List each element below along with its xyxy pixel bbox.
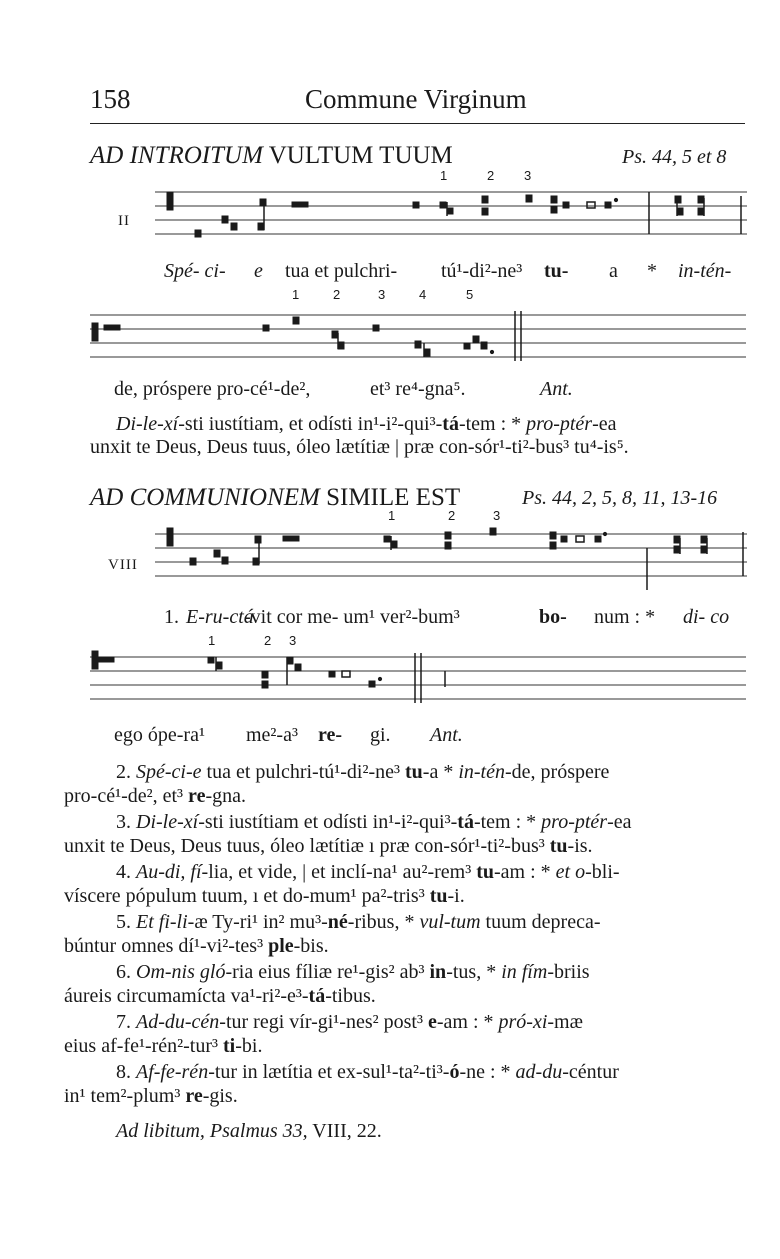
staff-number: 2 xyxy=(448,508,456,523)
communion-title-roman: SIMILE EST xyxy=(326,484,461,511)
staff-number: 2 xyxy=(264,633,272,648)
lyric-syllable: 1. xyxy=(164,606,179,628)
chant-staff-1 xyxy=(155,186,747,248)
lyric-syllable: et³ re⁴-gna⁵. xyxy=(370,378,466,400)
mode-label: VIII xyxy=(108,557,138,573)
lyric-syllable: gi. xyxy=(370,724,391,746)
lyric-syllable: in-tén- xyxy=(678,260,732,282)
lyric-syllable: ego ópe-ra¹ xyxy=(114,724,205,746)
lyric-syllable: bo- xyxy=(539,606,567,628)
verse-7: 7. Ad-du-cén-tur regi vír-gi¹-nes² post³ e-am : * pró-xi-mæ eius af-fe¹-rén²-tur³ ti-bi. xyxy=(64,1011,583,1057)
page-title: Commune Virginum xyxy=(305,84,527,114)
lyric-syllable: tu- xyxy=(544,260,569,282)
chant-staff-3 xyxy=(155,528,747,590)
chant-staff-4 xyxy=(90,651,746,711)
lyric-syllable: a xyxy=(609,260,618,282)
introit-title-roman: VULTUM TUUM xyxy=(268,142,453,169)
staff-number: 3 xyxy=(289,633,297,648)
lyric-syllable: e xyxy=(254,260,263,282)
lyric-syllable: Spé- ci- xyxy=(164,260,226,282)
lyric-syllable: -vit cor me- um¹ ver²-bum³ xyxy=(244,606,460,628)
lyric-syllable: tua et pulchri- xyxy=(285,260,398,282)
communion-psalm-ref: Ps. 44, 2, 5, 8, 11, 13-16 xyxy=(522,487,718,509)
lyric-syllable: me²-a³ xyxy=(246,724,298,746)
verse-4: 4. Au-di, fí-lia, et vide, | et inclí-na¹ au²-rem³ tu-am : * et o-bli- víscere pópulum tuum, ı et do-mum¹ pa²-tris³ tu-i. xyxy=(64,861,620,907)
introit-title xyxy=(90,142,453,170)
lyric-syllable: E-ru-ctá xyxy=(186,606,254,628)
introit-title-italic: AD INTROITUM xyxy=(90,142,263,169)
staff-number: 3 xyxy=(493,508,501,523)
lyric-syllable: * xyxy=(647,260,657,282)
verse-8: 8. Af-fe-rén-tur in lætítia et ex-sul¹-ta²-ti³-ó-ne : * ad-du-céntur in¹ tem²-plum³ re-gis. xyxy=(64,1061,619,1107)
mode-label: II xyxy=(118,213,130,229)
communion-title xyxy=(90,484,460,512)
introit-psalm-ref: Ps. 44, 5 et 8 xyxy=(622,146,727,168)
page-number: 158 xyxy=(90,84,131,114)
footer-note: Ad libitum, Psalmus 33, VIII, 22. xyxy=(116,1120,382,1142)
lyric-syllable: di- co xyxy=(683,606,730,628)
introit-verse: Di-le-xí-sti iustítiam, et odísti in¹-i²-qui³-tá-tem : * pro-ptér-ea xyxy=(116,413,617,435)
header-rule xyxy=(90,123,745,124)
verse-6: 6. Om-nis gló-ria eius fíliæ re¹-gis² ab³ in-tus, * in fím-briis áureis circumamícta va¹-ri²-e³-tá-tibus. xyxy=(64,961,590,1007)
lyric-syllable: re- xyxy=(318,724,343,746)
verse-2: 2. Spé-ci-e tua et pulchri-tú¹-di²-ne³ tu-a * in-tén-de, próspere pro-cé¹-de², et³ re-gna. xyxy=(64,761,610,807)
staff-number: 4 xyxy=(419,287,427,302)
lyric-syllable: num : * xyxy=(594,606,656,628)
verse-5: 5. Et fi-li-æ Ty-ri¹ in² mu³-né-ribus, * vul-tum tuum depreca- búntur omnes dí¹-vi²-tes³ ple-bis. xyxy=(64,911,601,957)
verse-3: 3. Di-le-xí-sti iustítiam et odísti in¹-i²-qui³-tá-tem : * pro-ptér-ea unxit te Deus, Deus tuus, óleo lætítiæ ı præ con-sór¹-ti²-bus³ tu-is. xyxy=(64,811,632,857)
lyric-syllable: tú¹-di²-ne³ xyxy=(441,260,523,282)
staff-number: 2 xyxy=(333,287,341,302)
staff-number: 1 xyxy=(388,508,396,523)
staff-number: 2 xyxy=(487,168,495,183)
communion-title-italic: AD COMMUNIONEM xyxy=(90,484,320,511)
chant-staff-2 xyxy=(90,309,746,371)
staff-number: 1 xyxy=(292,287,300,302)
introit-verse-line2: unxit te Deus, Deus tuus, óleo lætítiæ | præ con-sór¹-ti²-bus³ tu⁴-is⁵. xyxy=(90,436,629,458)
staff-number: 1 xyxy=(208,633,216,648)
staff-number: 3 xyxy=(524,168,532,183)
staff-number: 5 xyxy=(466,287,474,302)
lyric-syllable: de, próspere pro-cé¹-de², xyxy=(114,378,311,400)
staff-number: 3 xyxy=(378,287,386,302)
lyric-syllable: Ant. xyxy=(430,724,463,746)
lyric-syllable: Ant. xyxy=(540,378,573,400)
staff-number: 1 xyxy=(440,168,448,183)
